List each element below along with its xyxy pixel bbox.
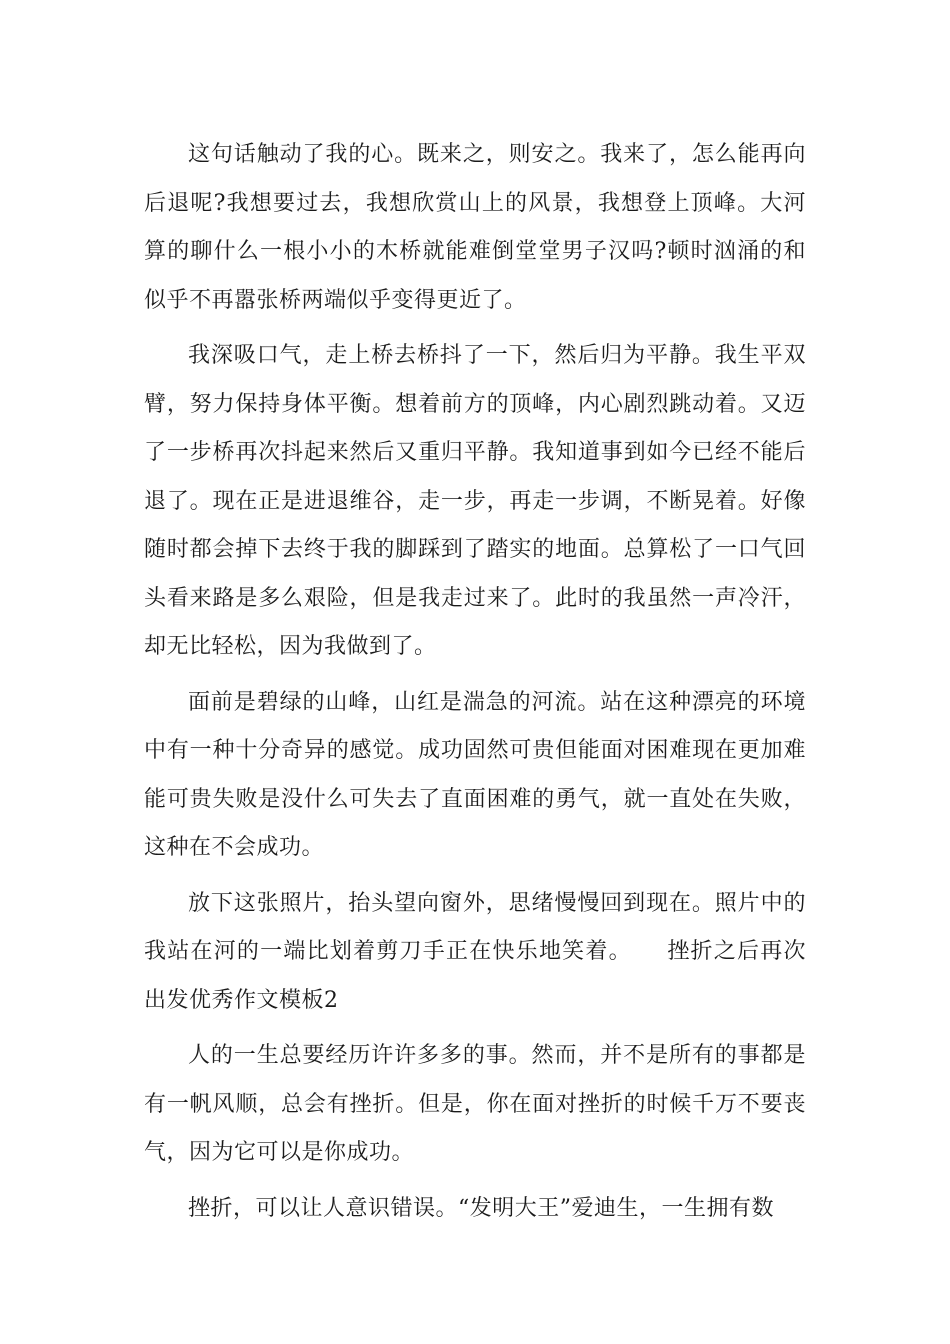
paragraph: 面前是碧绿的山峰，山红是湍急的河流。站在这种漂亮的环境中有一种十分奇异的感觉。成功固然可贵但能面对困难现在更加难能可贵失败是没什么可失去了直面困难的勇气，就一直处在失败，这种在不会成功。	[144, 689, 806, 860]
document-body	[144, 131, 806, 1240]
paragraph: 这句话触动了我的心。既来之，则安之。我来了，怎么能再向后退呢?我想要过去，我想欣赏山上的风景，我想登上顶峰。大河算的聊什么一根小小的木桥就能难倒堂堂男子汉吗?顿时汹涌的和似乎不再嚣张桥两端似乎变得更近了。	[144, 142, 806, 313]
paragraph: 我深吸口气，走上桥去桥抖了一下，然后归为平静。我生平双臂，努力保持身体平衡。想着前方的顶峰，内心剧烈跳动着。又迈了一步桥再次抖起来然后又重归平静。我知道事到如今已经不能后退了。现在正是进退维谷，走一步，再走一步调，不断晃着。好像随时都会掉下去终于我的脚踩到了踏实的地面。总算松了一口气回头看来路是多么艰险，但是我走过来了。此时的我虽然一声冷汗，却无比轻松，因为我做到了。	[144, 343, 806, 659]
paragraph: 放下这张照片，抬头望向窗外，思绪慢慢回到现在。照片中的我站在河的一端比划着剪刀手正在快乐地笑着。 挫折之后再次出发优秀作文模板2	[144, 890, 806, 1013]
paragraph: 人的一生总要经历许许多多的事。然而，并不是所有的事都是有一帆风顺，总会有挫折。但是，你在面对挫折的时候千万不要丧气，因为它可以是你成功。	[144, 1043, 806, 1165]
paragraph: 挫折，可以让人意识错误。“发明大王”爱迪生，一生拥有数	[188, 1195, 774, 1221]
